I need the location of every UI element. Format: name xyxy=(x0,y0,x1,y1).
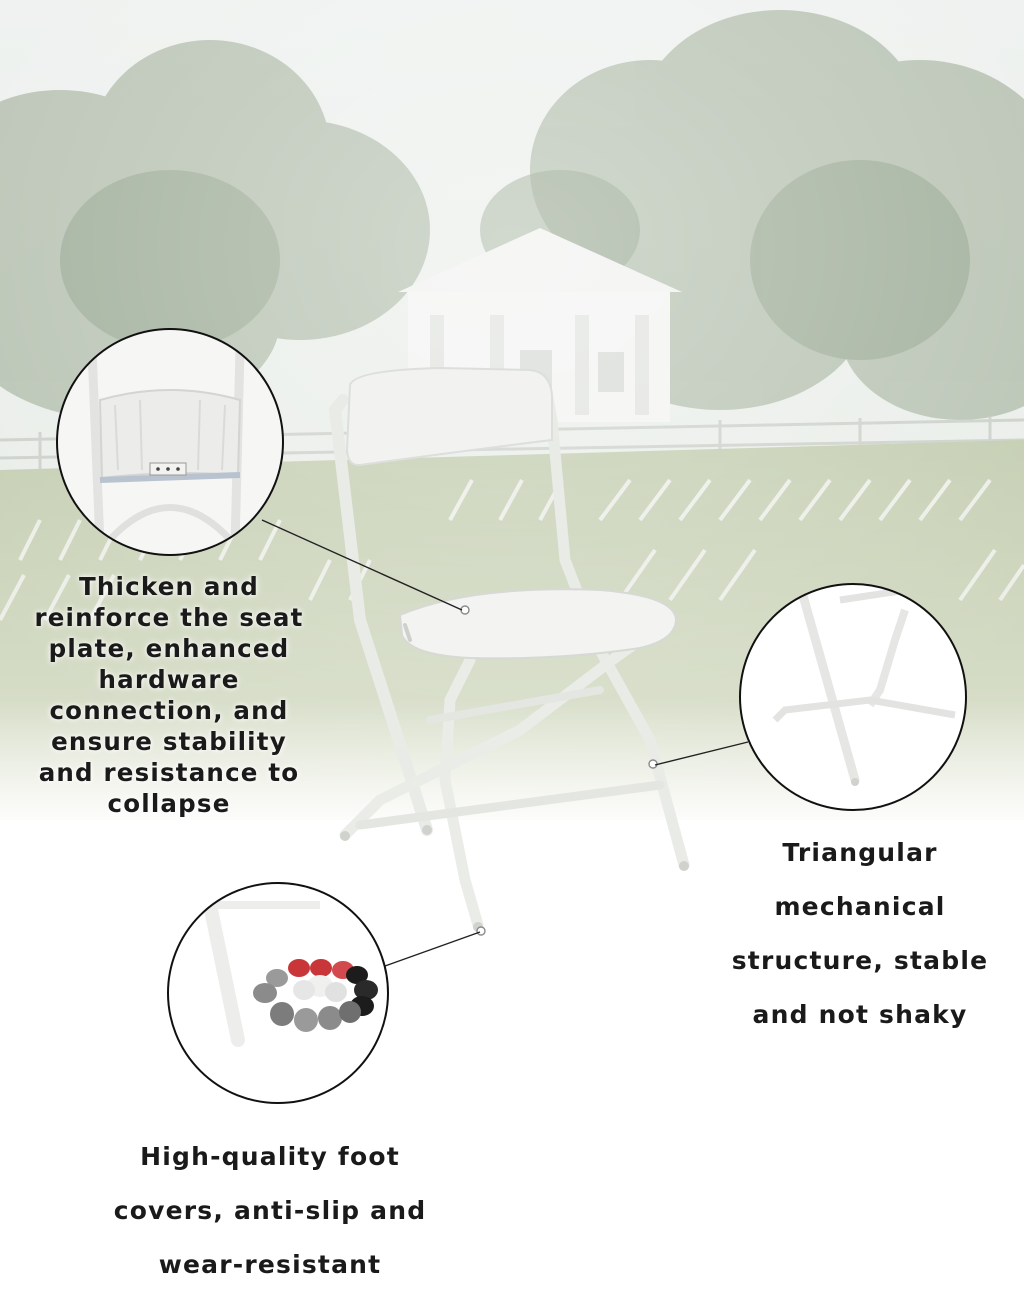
caption-line: structure, stable xyxy=(731,946,989,975)
foot-cover-caption xyxy=(98,1130,442,1290)
caption-line: and resistance to xyxy=(38,758,300,787)
seat-underside-detail xyxy=(57,329,283,555)
foot-cover-detail xyxy=(168,883,388,1103)
caption-line: collapse xyxy=(107,789,231,818)
caption-line: and not shaky xyxy=(752,1000,968,1029)
caption-line: connection, and xyxy=(49,696,289,725)
caption-line: mechanical xyxy=(774,892,946,921)
caption-line: High-quality foot xyxy=(140,1142,400,1171)
triangle-structure-caption xyxy=(726,826,994,1042)
caption-line: plate, enhanced xyxy=(48,634,290,663)
leg-triangle-detail xyxy=(740,584,966,810)
caption-line: Triangular xyxy=(782,838,938,867)
caption-line: covers, anti-slip and xyxy=(113,1196,427,1225)
caption-line: wear-resistant xyxy=(158,1250,382,1279)
caption-line: Thicken and xyxy=(78,572,259,601)
seat-plate-caption xyxy=(28,571,310,819)
caption-line: ensure stability xyxy=(51,727,287,756)
caption-line: hardware xyxy=(98,665,240,694)
caption-line: reinforce the seat xyxy=(34,603,304,632)
